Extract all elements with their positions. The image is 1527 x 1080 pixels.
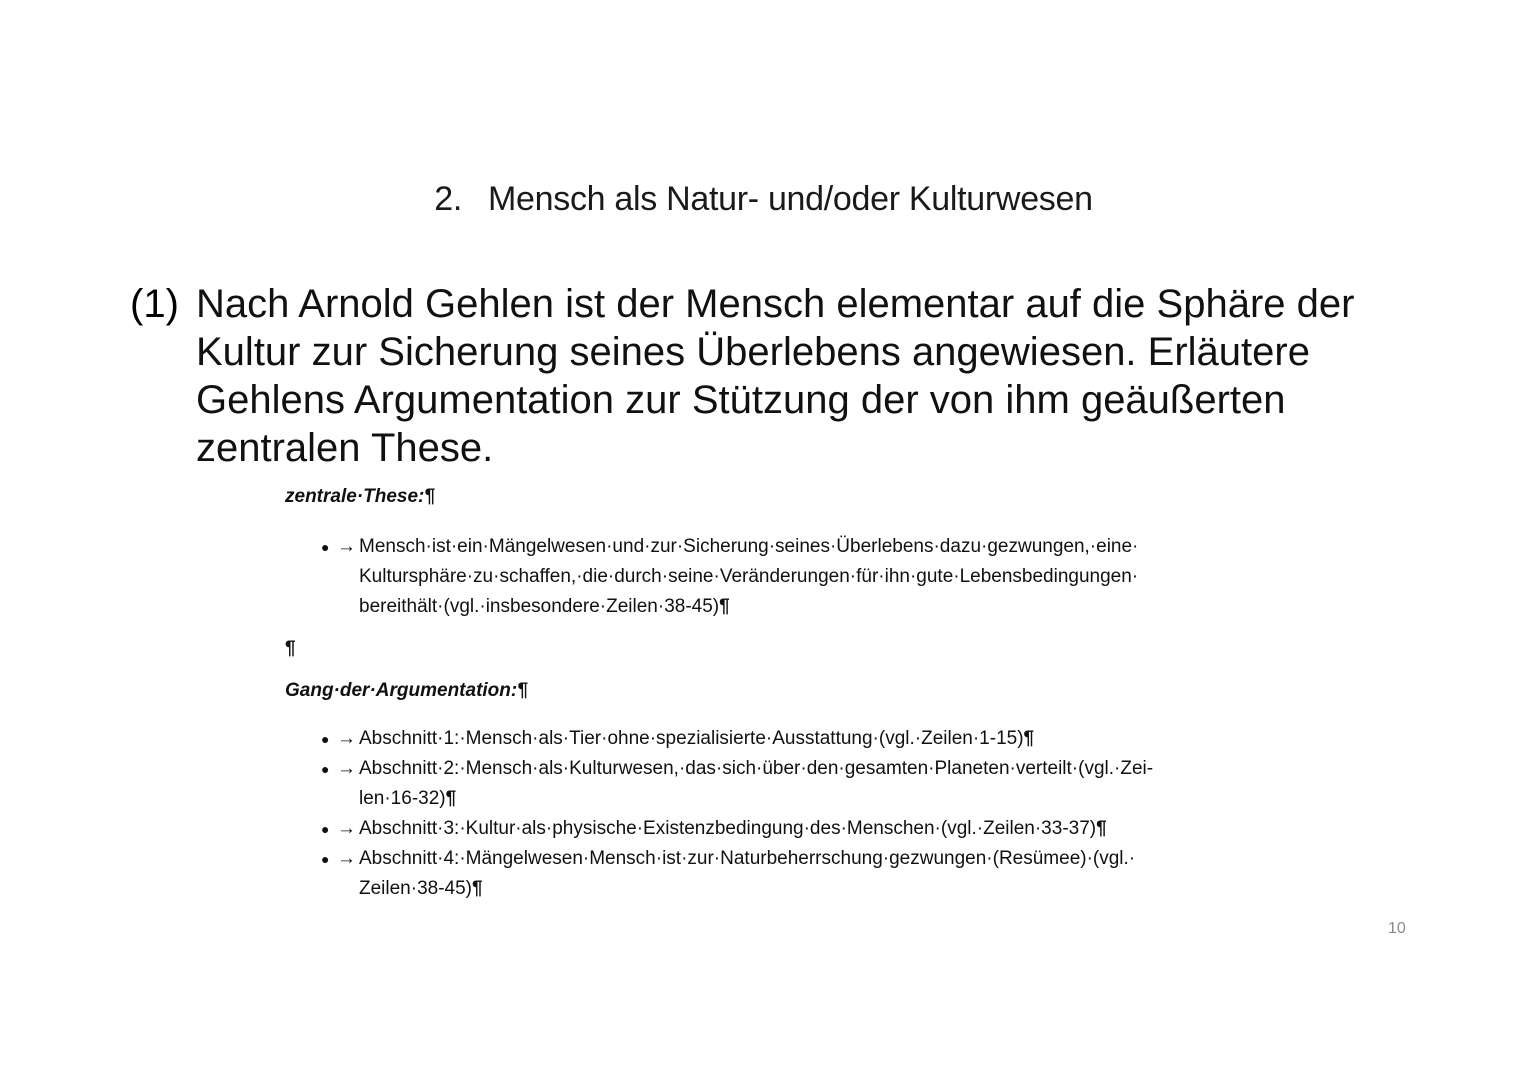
- pilcrow-mark: ¶: [517, 680, 528, 701]
- pilcrow-mark: ¶: [1023, 728, 1035, 749]
- pilcrow-mark: ¶: [472, 878, 483, 899]
- tab-arrow-icon: →: [337, 818, 356, 839]
- pilcrow-mark: ¶: [719, 596, 730, 617]
- list-item: [285, 724, 1215, 754]
- task: [130, 280, 1410, 472]
- argumentation-list: [285, 724, 1215, 904]
- tab-arrow-icon: →: [337, 758, 356, 779]
- bullet-icon: ●: [321, 821, 330, 837]
- pilcrow-mark: ¶: [445, 788, 457, 809]
- bullet-icon: ●: [321, 731, 330, 747]
- these-item-text: Mensch·ist·ein·Mängelwesen·und·zur·Sicherung·seines·Überlebens·dazu·gezwungen,·eine· Kultursphäre·zu·schaffen,·die·durch·seine·Veränderungen·für·ihn·gute·Lebensbedingungen· bereithält·(vgl.·insbesondere·Zeilen·38-45): [359, 536, 1139, 617]
- pilcrow-mark: ¶: [1096, 818, 1107, 839]
- argumentation-heading-text: Gang·der·Argumentation:: [285, 680, 518, 701]
- bullet-icon: ●: [321, 851, 330, 867]
- empty-paragraph: ¶: [285, 638, 296, 659]
- page-number: 10: [1388, 920, 1406, 937]
- these-list: [285, 532, 1215, 622]
- these-heading: [285, 486, 1215, 512]
- argumentation-heading: [285, 680, 1215, 706]
- tab-arrow-icon: →: [337, 728, 356, 749]
- bullet-icon: ●: [321, 761, 330, 777]
- list-item: [285, 844, 1215, 904]
- section-3-text: Abschnitt·3:·Kultur·als·physische·Existenzbedingung·des·Menschen·(vgl.·Zeilen·33-37): [359, 818, 1097, 839]
- section-1-text: Abschnitt·1:·Mensch·als·Tier·ohne·spezialisierte·Ausstattung·(vgl.·Zeilen·1-15): [359, 728, 1024, 749]
- tab-arrow-icon: →: [337, 848, 356, 869]
- section-2-text: Abschnitt·2:·Mensch·als·Kulturwesen,·das·sich·über·den·gesamten·Planeten·verteilt·(vgl.·Zei- len·16-32): [359, 758, 1154, 809]
- section-4-text: Abschnitt·4:·Mängelwesen·Mensch·ist·zur·Naturbeherrschung·gezwungen·(Resümee)·(vgl.· Zeilen·38-45): [359, 848, 1136, 899]
- slide-title-number: 2.: [434, 180, 463, 218]
- pilcrow-mark: ¶: [424, 486, 435, 507]
- slide-title: [0, 180, 1527, 219]
- document-excerpt: [285, 486, 1215, 904]
- list-item: [285, 814, 1215, 844]
- bullet-icon: ●: [321, 539, 330, 555]
- slide-title-text: Mensch als Natur- und/oder Kulturwesen: [488, 180, 1093, 218]
- list-item: [285, 532, 1215, 622]
- task-number: (1): [130, 282, 179, 326]
- task-text: Nach Arnold Gehlen ist der Mensch elementar auf die Sphäre der Kultur zur Sicherung seines Überlebens angewiesen. Erläutere Gehlens Argumentation zur Stützung der von ihm geäußerten zentralen These.: [196, 282, 1355, 470]
- tab-arrow-icon: →: [337, 536, 356, 557]
- list-item: [285, 754, 1215, 814]
- these-heading-text: zentrale·These:: [285, 486, 425, 507]
